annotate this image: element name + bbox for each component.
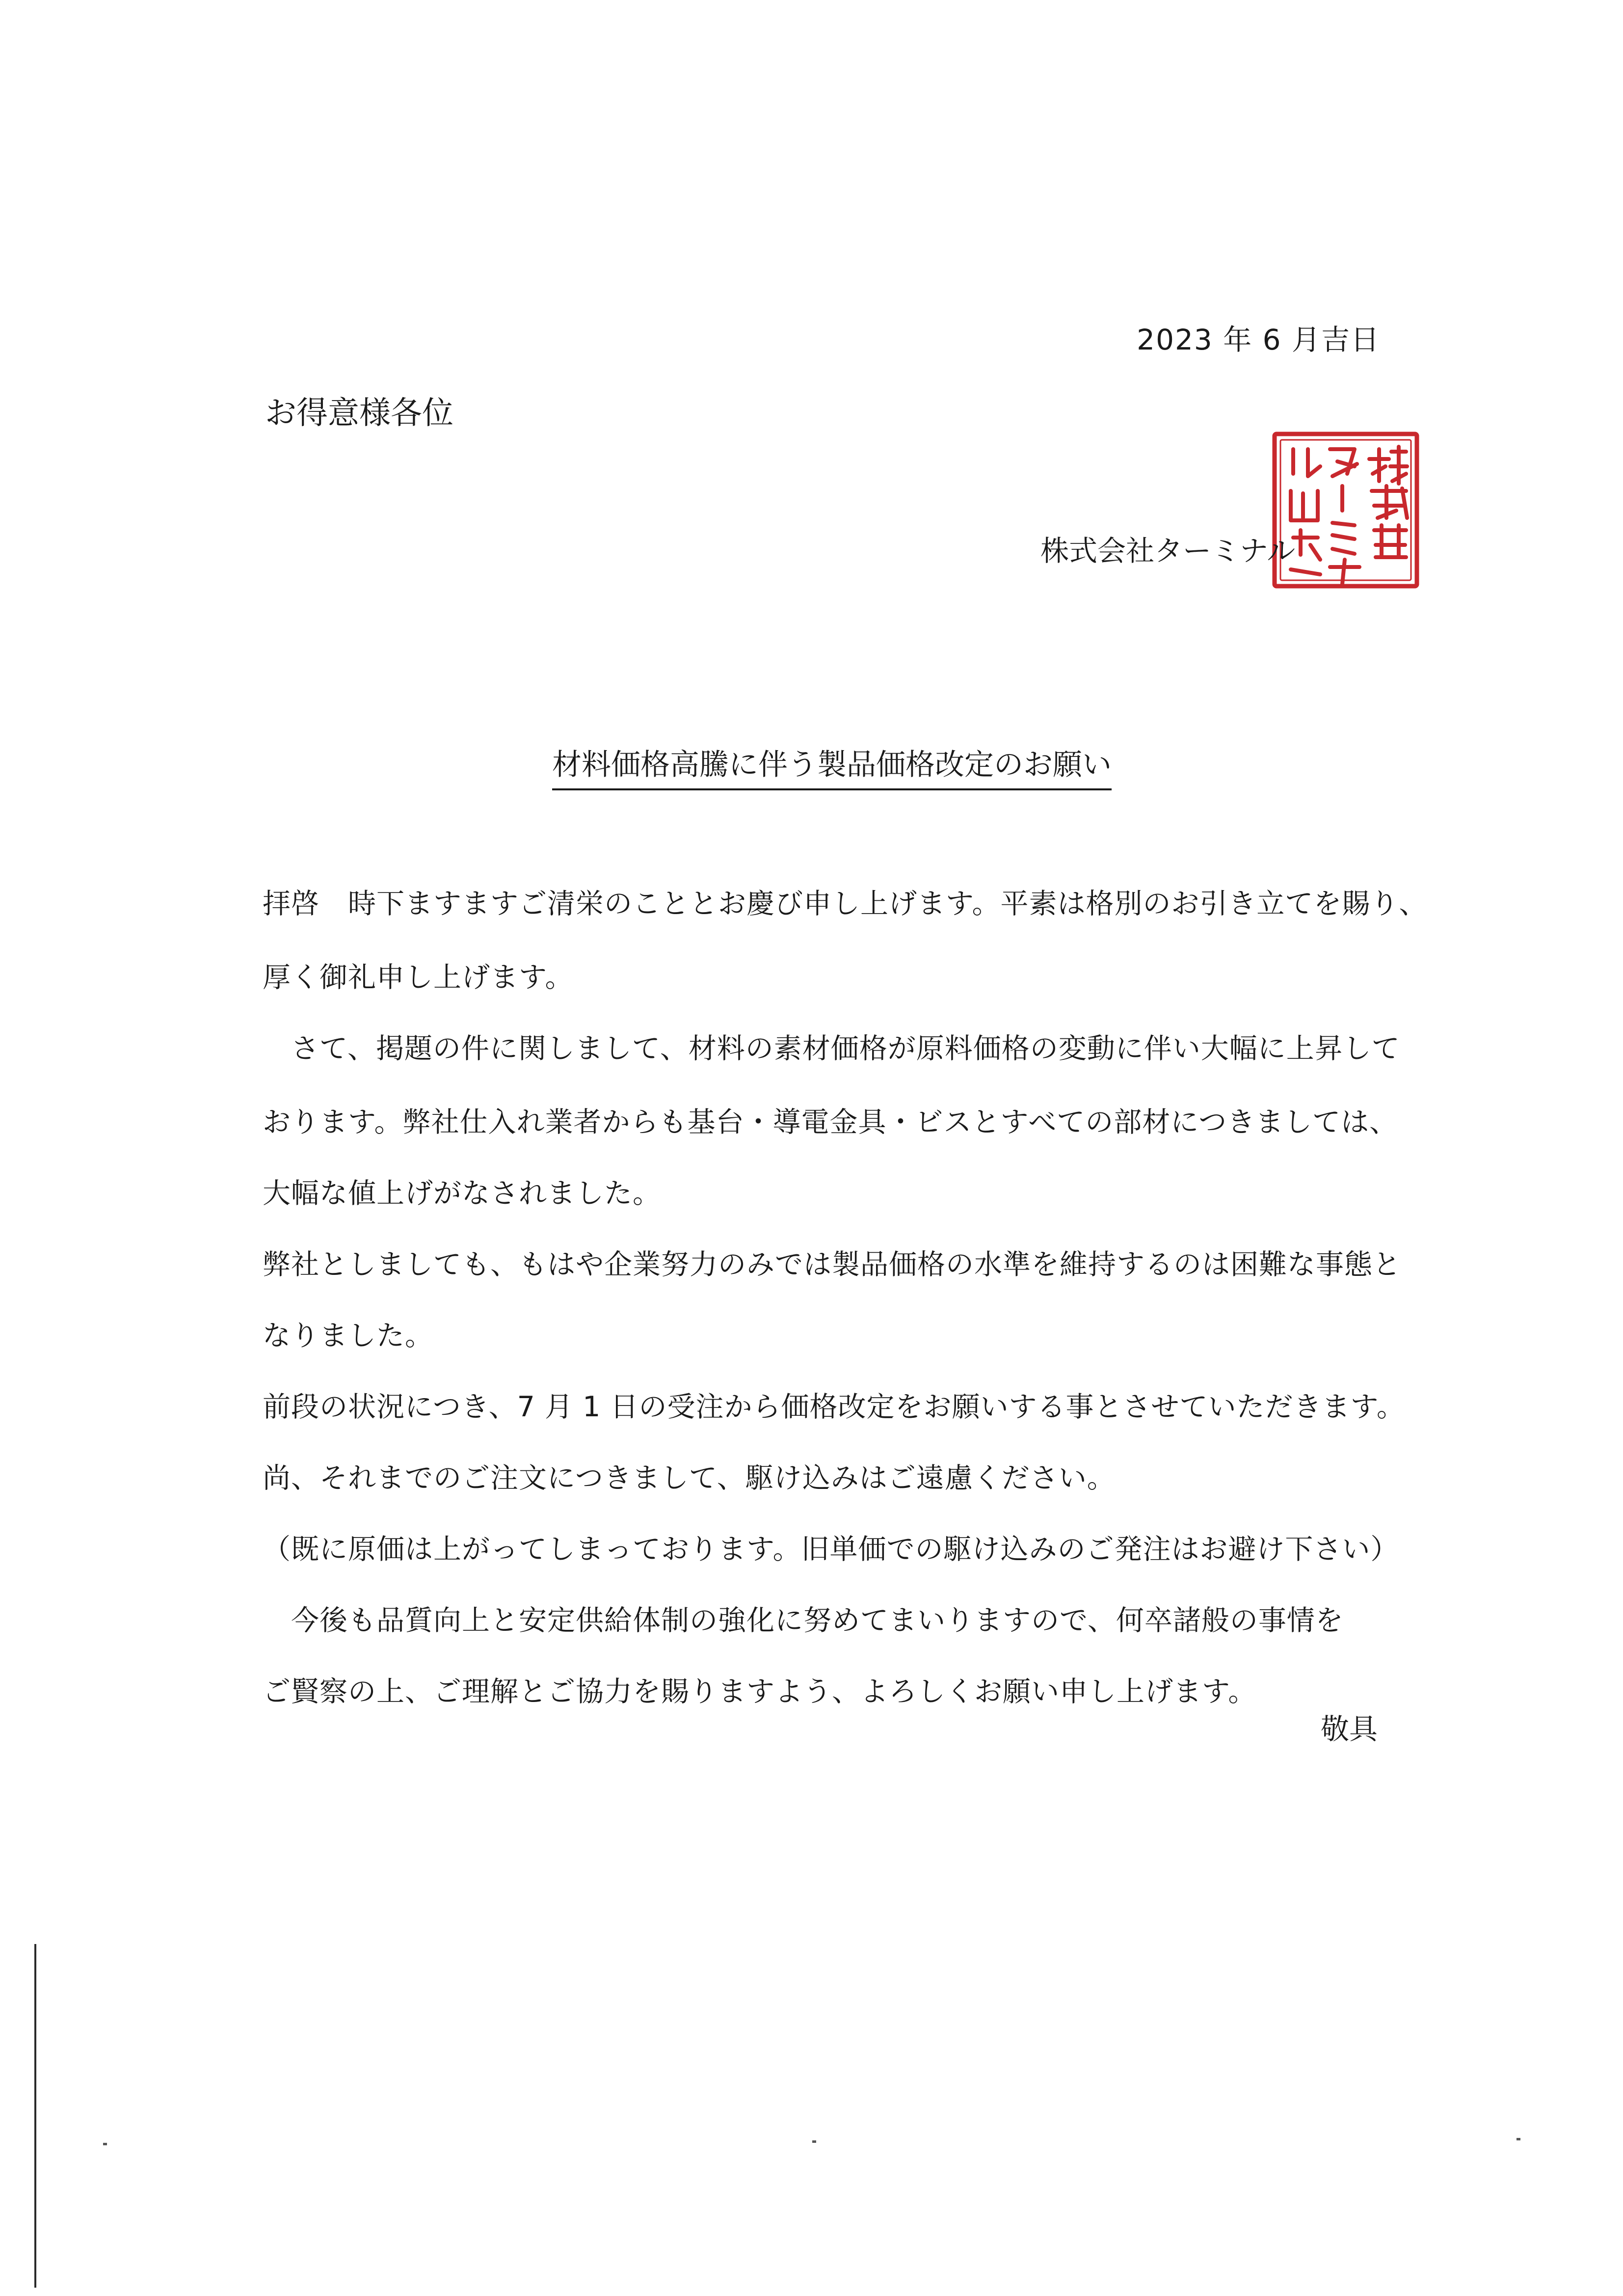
body-line: 前段の状況につき、7 月 1 日の受注から価格改定をお願いする事とさせていただきます。 [263,1391,1405,1423]
body-line: 今後も品質向上と安定供給体制の強化に努めてまいりますので、何卒諸般の事情を [263,1604,1344,1637]
body-line: （既に原価は上がってしまっております。旧単価での駆け込みのご発注はお避け下さい） [263,1533,1399,1566]
body-line: 拝啓 時下ますますご清栄のこととお慶び申し上げます。平素は格別のお引き立てを賜り、 [263,888,1428,920]
letter-title: 材料価格高騰に伴う製品価格改定のお願い [552,741,1112,790]
sender-company: 株式会社ターミナル [1040,534,1296,567]
body-line: なりました。 [263,1320,433,1352]
scan-speck [1517,2138,1520,2140]
body-line: 弊社としましても、もはや企業努力のみでは製品価格の水準を維持するのは困難な事態と [263,1248,1401,1281]
scan-speck [103,2143,107,2145]
scan-speck [812,2140,816,2143]
body-line: おります。弊社仕入れ業者からも基台・導電金具・ビスとすべての部材につきましては、 [263,1106,1398,1138]
body-line: 大幅な値上げがなされました。 [263,1177,661,1210]
body-line: さて、掲題の件に関しまして、材料の素材価格が原料価格の変動に伴い大幅に上昇して [263,1032,1400,1065]
body-line: 尚、それまでのご注文につきまして、駆け込みはご遠慮ください。 [263,1462,1116,1494]
body-line: ご賢察の上、ご理解とご協力を賜りますよう、よろしくお願い申し上げます。 [263,1675,1257,1708]
scan-margin-line [34,1944,36,2288]
closing-keigu: 敬具 [1320,1712,1378,1746]
letter-date: 2023 年 6 月吉日 [1137,323,1380,356]
company-seal-stamp [1264,427,1426,594]
recipient: お得意様各位 [265,395,453,432]
body-line: 厚く御礼申し上げます。 [263,961,574,994]
